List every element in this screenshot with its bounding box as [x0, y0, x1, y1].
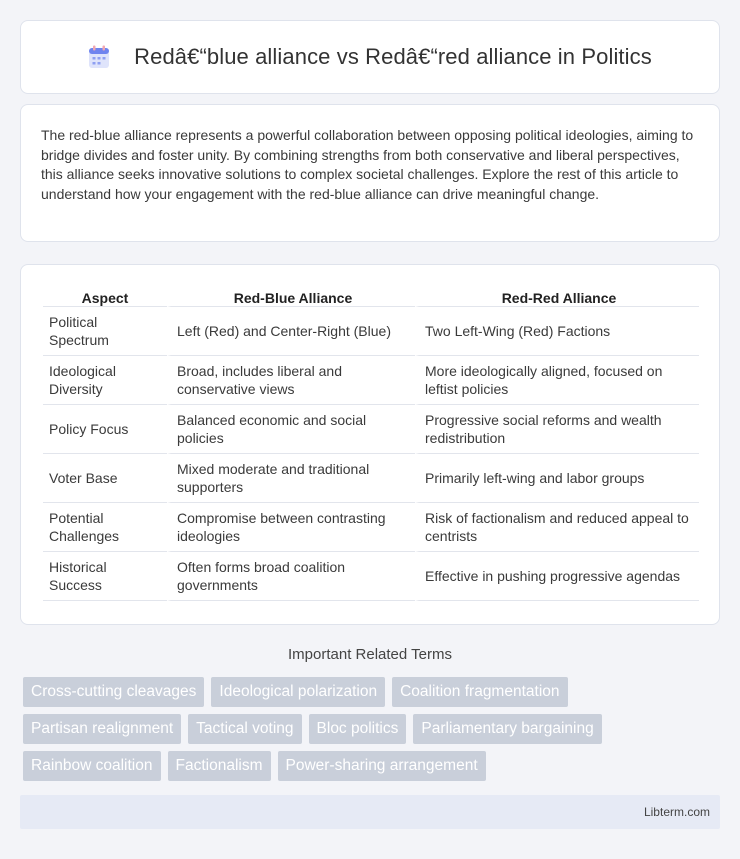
footer-brand[interactable]: Libterm.com	[643, 805, 710, 819]
table-cell: Effective in pushing progressive agendas	[415, 552, 699, 601]
table-cell: Mixed moderate and traditional supporters	[167, 454, 415, 503]
calendar-icon	[88, 45, 110, 69]
tag-parliamentary-bargaining[interactable]: Parliamentary bargaining	[413, 714, 601, 744]
table-header-row	[43, 287, 699, 307]
table-cell: Two Left-Wing (Red) Factions	[415, 307, 699, 356]
table-cell: Compromise between contrasting ideologies	[167, 503, 415, 552]
tag-rainbow-coalition[interactable]: Rainbow coalition	[23, 751, 161, 781]
table-cell: Primarily left-wing and labor groups	[415, 454, 699, 503]
table-cell: Progressive social reforms and wealth redistribution	[415, 405, 699, 454]
tag-factionalism[interactable]: Factionalism	[168, 751, 271, 781]
table-cell: Broad, includes liberal and conservative views	[167, 356, 415, 405]
table-row	[43, 503, 699, 552]
tag-power-sharing-arrangement[interactable]: Power-sharing arrangement	[278, 751, 486, 781]
page-title: Redâ€“blue alliance vs Redâ€“red alliance in Politics	[134, 44, 652, 69]
tag-tactical-voting[interactable]: Tactical voting	[188, 714, 301, 744]
related-terms-heading: Important Related Terms	[288, 646, 452, 663]
tag-row	[23, 714, 723, 744]
table-cell: Balanced economic and social policies	[167, 405, 415, 454]
table-cell: Ideological Diversity	[43, 356, 167, 405]
table-cell: Political Spectrum	[43, 307, 167, 356]
tag-row	[23, 677, 723, 707]
footer-bar	[20, 795, 720, 829]
comparison-card	[20, 264, 720, 625]
header-red-blue: Red-Blue Alliance	[167, 287, 415, 307]
table-row	[43, 307, 699, 356]
table-cell: Policy Focus	[43, 405, 167, 454]
table-cell: Risk of factionalism and reduced appeal to centrists	[415, 503, 699, 552]
table-cell: Potential Challenges	[43, 503, 167, 552]
table-row	[43, 454, 699, 503]
table-row	[43, 356, 699, 405]
tag-ideological-polarization[interactable]: Ideological polarization	[211, 677, 385, 707]
title-card	[20, 20, 720, 94]
header-red-red: Red-Red Alliance	[415, 287, 699, 307]
tag-row	[23, 751, 723, 781]
tag-bloc-politics[interactable]: Bloc politics	[309, 714, 407, 744]
tag-cross-cutting-cleavages[interactable]: Cross-cutting cleavages	[23, 677, 204, 707]
related-terms-list	[23, 677, 723, 788]
table-cell: Often forms broad coalition governments	[167, 552, 415, 601]
tag-partisan-realignment[interactable]: Partisan realignment	[23, 714, 181, 744]
table-row	[43, 552, 699, 601]
table-cell: Historical Success	[43, 552, 167, 601]
table-cell: More ideologically aligned, focused on leftist policies	[415, 356, 699, 405]
tag-coalition-fragmentation[interactable]: Coalition fragmentation	[392, 677, 567, 707]
table-cell: Left (Red) and Center-Right (Blue)	[167, 307, 415, 356]
intro-paragraph: The red-blue alliance represents a powerful collaboration between opposing political ideologies, aiming to bridge divides and foster unity. By combining strengths from both conservative and liberal perspectives, this alliance seeks innovative solutions to complex societal challenges. Explore the rest of this article to understand how your engagement with the red-blue alliance can drive meaningful change.	[41, 127, 694, 202]
header-aspect: Aspect	[43, 287, 167, 307]
table-row	[43, 405, 699, 454]
table-cell: Voter Base	[43, 454, 167, 503]
comparison-table	[43, 287, 699, 601]
intro-card	[20, 104, 720, 242]
